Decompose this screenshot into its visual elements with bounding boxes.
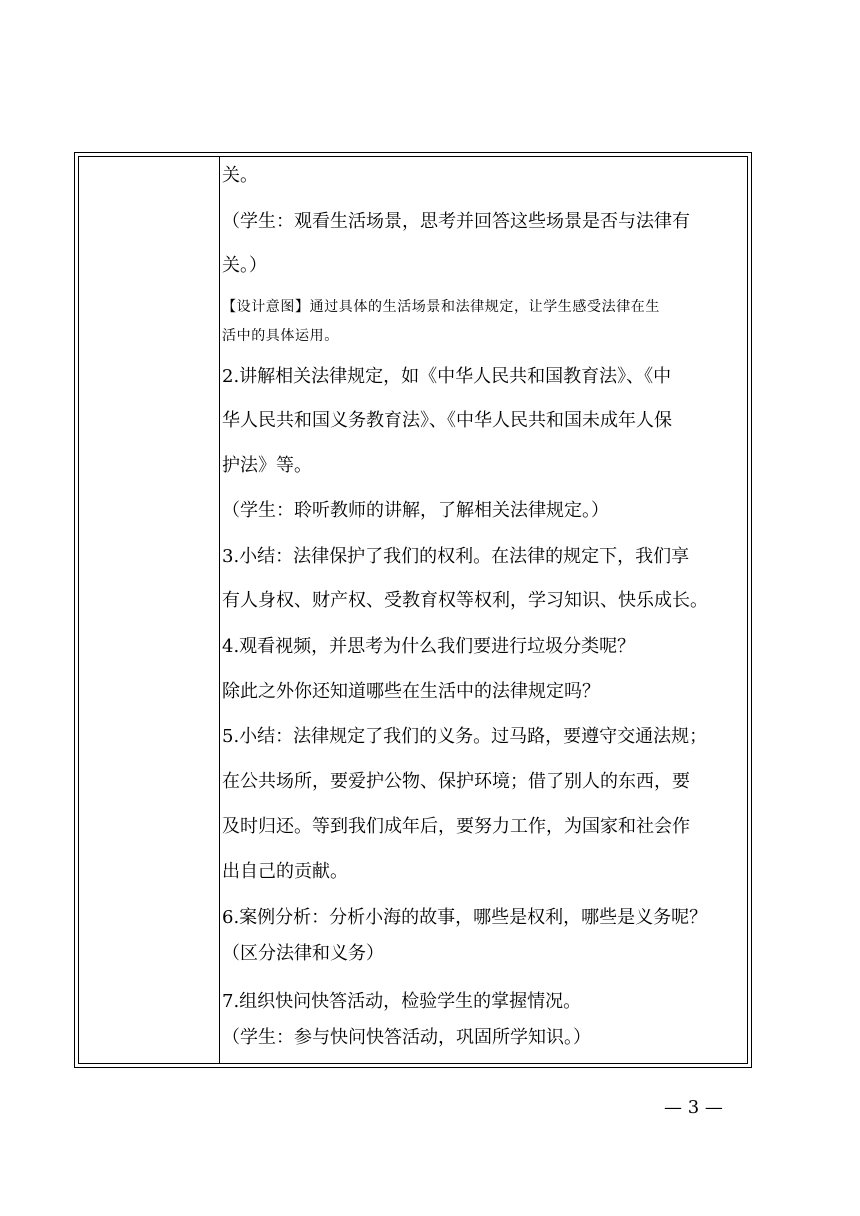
text-line: 4.观看视频，并思考为什么我们要进行垃圾分类呢？ [222,636,636,657]
text-line: 3.小结：法律保护了我们的权利。在法律的规定下，我们享 [222,546,690,567]
text-line: 华人民共和国义务教育法》、《中华人民共和国未成年人保 [222,410,672,431]
text-line: 及时归还。等到我们成年后，要努力工作，为国家和社会作 [222,816,690,837]
text-line: 7.组织快问快答活动，检验学生的掌握情况。 [222,991,582,1012]
text-line: 5.小结：法律规定了我们的义务。过马路，要遵守交通法规； [222,726,708,747]
column-divider [219,157,220,1063]
text-line: （区分法律和义务） [222,943,384,964]
left-column-cell [79,157,219,1063]
text-line: 关。 [222,165,258,186]
text-line: （学生：聆听教师的讲解，了解相关法律规定。） [222,500,609,521]
text-line: 除此之外你还知道哪些在生活中的法律规定吗？ [222,681,600,702]
design-intent-line: 活中的具体运用。 [222,328,339,344]
page-number: — 3 — [664,1097,723,1118]
text-line: 关。） [222,255,267,276]
text-line: 在公共场所，要爱护公物、保护环境；借了别人的东西，要 [222,771,690,792]
text-line: 护法》等。 [222,455,312,476]
design-intent-line: 【设计意图】通过具体的生活场景和法律规定，让学生感受法律在生 [222,299,660,315]
text-line: 2.讲解相关法律规定，如《中华人民共和国教育法》、《中 [222,366,672,387]
text-line: （学生：参与快问快答活动，巩固所学知识。） [222,1027,591,1048]
text-line: 6.案例分析：分析小海的故事，哪些是权利，哪些是义务呢？ [222,907,708,928]
text-line: 出自己的贡献。 [222,861,348,882]
text-line: （学生：观看生活场景，思考并回答这些场景是否与法律有 [222,211,690,232]
text-line: 有人身权、财产权、受教育权等权利，学习知识、快乐成长。 [222,590,708,611]
